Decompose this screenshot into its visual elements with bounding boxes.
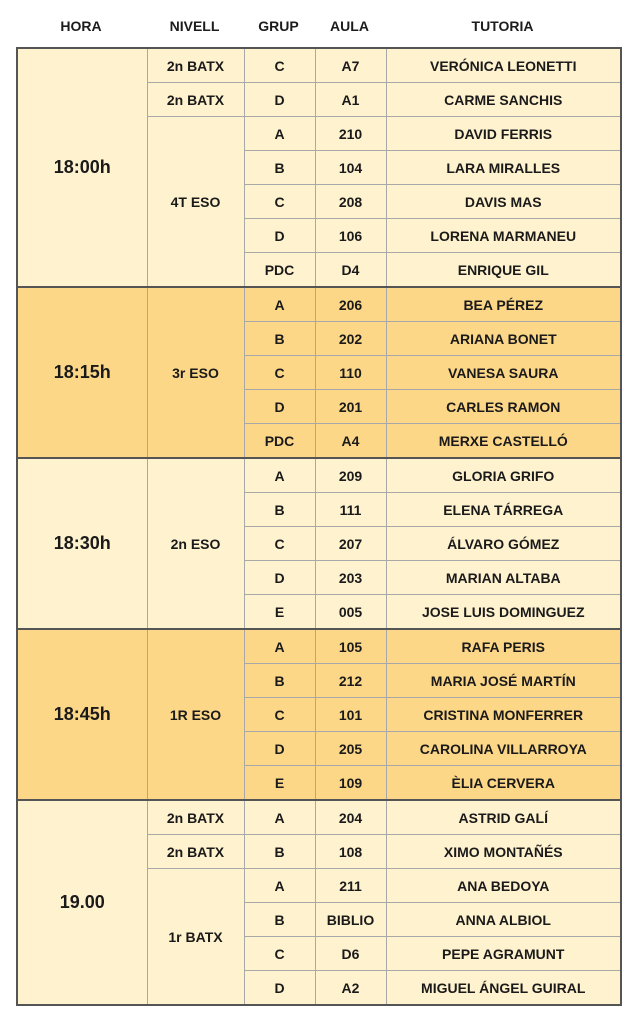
aula-cell: BIBLIO xyxy=(315,903,386,937)
grup-cell: E xyxy=(244,595,315,630)
tutoria-cell: ANA BEDOYA xyxy=(386,869,621,903)
time-block xyxy=(17,287,621,458)
aula-cell: 204 xyxy=(315,800,386,835)
tutoria-cell: DAVID FERRIS xyxy=(386,117,621,151)
aula-cell: A4 xyxy=(315,424,386,459)
aula-cell: A1 xyxy=(315,83,386,117)
tutoria-cell: DAVIS MAS xyxy=(386,185,621,219)
tutoria-cell: ARIANA BONET xyxy=(386,322,621,356)
hora-cell: 18:30h xyxy=(17,458,147,629)
aula-cell: 210 xyxy=(315,117,386,151)
grup-cell: B xyxy=(244,151,315,185)
grup-cell: A xyxy=(244,869,315,903)
grup-cell: C xyxy=(244,698,315,732)
aula-cell: 108 xyxy=(315,835,386,869)
aula-cell: D4 xyxy=(315,253,386,288)
aula-cell: 005 xyxy=(315,595,386,630)
nivell-cell: 2n BATX xyxy=(147,48,244,83)
aula-cell: 206 xyxy=(315,287,386,322)
tutoria-cell: ÈLIA CERVERA xyxy=(386,766,621,801)
table-row xyxy=(17,800,621,835)
aula-cell: 207 xyxy=(315,527,386,561)
tutoria-cell: ENRIQUE GIL xyxy=(386,253,621,288)
table-row xyxy=(17,458,621,493)
aula-cell: 209 xyxy=(315,458,386,493)
aula-cell: 203 xyxy=(315,561,386,595)
header-hora: HORA xyxy=(60,18,102,34)
tutoria-cell: JOSE LUIS DOMINGUEZ xyxy=(386,595,621,630)
aula-cell: 106 xyxy=(315,219,386,253)
table-row xyxy=(17,629,621,664)
aula-cell: 110 xyxy=(315,356,386,390)
grup-cell: A xyxy=(244,800,315,835)
tutoria-cell: CRISTINA MONFERRER xyxy=(386,698,621,732)
nivell-cell: 1R ESO xyxy=(147,629,244,800)
grup-cell: B xyxy=(244,903,315,937)
hora-cell: 18:45h xyxy=(17,629,147,800)
tutoria-cell: MERXE CASTELLÓ xyxy=(386,424,621,459)
table-row xyxy=(17,48,621,83)
grup-cell: PDC xyxy=(244,253,315,288)
aula-cell: 208 xyxy=(315,185,386,219)
tutoria-cell: MARIAN ALTABA xyxy=(386,561,621,595)
tutoria-cell: ANNA ALBIOL xyxy=(386,903,621,937)
hora-cell: 18:15h xyxy=(17,287,147,458)
tutoria-cell: MARIA JOSÉ MARTÍN xyxy=(386,664,621,698)
grup-cell: C xyxy=(244,185,315,219)
grup-cell: A xyxy=(244,629,315,664)
aula-cell: 205 xyxy=(315,732,386,766)
grup-cell: B xyxy=(244,322,315,356)
grup-cell: C xyxy=(244,937,315,971)
time-block xyxy=(17,629,621,800)
time-block xyxy=(17,458,621,629)
aula-cell: 104 xyxy=(315,151,386,185)
tutoria-cell: PEPE AGRAMUNT xyxy=(386,937,621,971)
tutoria-cell: ÁLVARO GÓMEZ xyxy=(386,527,621,561)
grup-cell: A xyxy=(244,287,315,322)
header-aula: AULA xyxy=(330,18,369,34)
grup-cell: B xyxy=(244,664,315,698)
grup-cell: PDC xyxy=(244,424,315,459)
tutoria-cell: ELENA TÁRREGA xyxy=(386,493,621,527)
aula-cell: 101 xyxy=(315,698,386,732)
tutoria-cell: LORENA MARMANEU xyxy=(386,219,621,253)
nivell-cell: 2n ESO xyxy=(147,458,244,629)
grup-cell: C xyxy=(244,356,315,390)
aula-cell: A2 xyxy=(315,971,386,1006)
nivell-cell: 1r BATX xyxy=(147,869,244,1006)
tutoria-cell: VANESA SAURA xyxy=(386,356,621,390)
aula-cell: 212 xyxy=(315,664,386,698)
grup-cell: D xyxy=(244,219,315,253)
aula-cell: 109 xyxy=(315,766,386,801)
tutoria-cell: VERÓNICA LEONETTI xyxy=(386,48,621,83)
nivell-cell: 4T ESO xyxy=(147,117,244,288)
grup-cell: D xyxy=(244,390,315,424)
grup-cell: B xyxy=(244,493,315,527)
aula-cell: 202 xyxy=(315,322,386,356)
aula-cell: 105 xyxy=(315,629,386,664)
aula-cell: 111 xyxy=(315,493,386,527)
time-block xyxy=(17,800,621,1005)
grup-cell: D xyxy=(244,732,315,766)
aula-cell: A7 xyxy=(315,48,386,83)
aula-cell: D6 xyxy=(315,937,386,971)
tutoria-cell: CARME SANCHIS xyxy=(386,83,621,117)
tutoria-cell: RAFA PERIS xyxy=(386,629,621,664)
tutoria-cell: XIMO MONTAÑÉS xyxy=(386,835,621,869)
header-grup: GRUP xyxy=(258,18,299,34)
grup-cell: A xyxy=(244,458,315,493)
tutoria-cell: CARLES RAMON xyxy=(386,390,621,424)
nivell-cell: 2n BATX xyxy=(147,800,244,835)
grup-cell: D xyxy=(244,83,315,117)
tutoria-cell: MIGUEL ÁNGEL GUIRAL xyxy=(386,971,621,1006)
tutoria-cell: ASTRID GALÍ xyxy=(386,800,621,835)
aula-cell: 201 xyxy=(315,390,386,424)
hora-cell: 18:00h xyxy=(17,48,147,287)
grup-cell: E xyxy=(244,766,315,801)
nivell-cell: 3r ESO xyxy=(147,287,244,458)
time-block xyxy=(17,48,621,287)
tutoria-cell: CAROLINA VILLARROYA xyxy=(386,732,621,766)
table-row xyxy=(17,287,621,322)
grup-cell: D xyxy=(244,971,315,1006)
nivell-cell: 2n BATX xyxy=(147,83,244,117)
header-tutoria: TUTORIA xyxy=(471,18,534,34)
grup-cell: C xyxy=(244,527,315,561)
header-nivell: NIVELL xyxy=(169,18,220,34)
grup-cell: A xyxy=(244,117,315,151)
tutoria-cell: LARA MIRALLES xyxy=(386,151,621,185)
tutoria-cell: BEA PÉREZ xyxy=(386,287,621,322)
hora-cell: 19.00 xyxy=(17,800,147,1005)
nivell-cell: 2n BATX xyxy=(147,835,244,869)
tutoring-schedule-table xyxy=(16,47,622,1006)
grup-cell: C xyxy=(244,48,315,83)
grup-cell: D xyxy=(244,561,315,595)
aula-cell: 211 xyxy=(315,869,386,903)
tutoria-cell: GLORIA GRIFO xyxy=(386,458,621,493)
grup-cell: B xyxy=(244,835,315,869)
